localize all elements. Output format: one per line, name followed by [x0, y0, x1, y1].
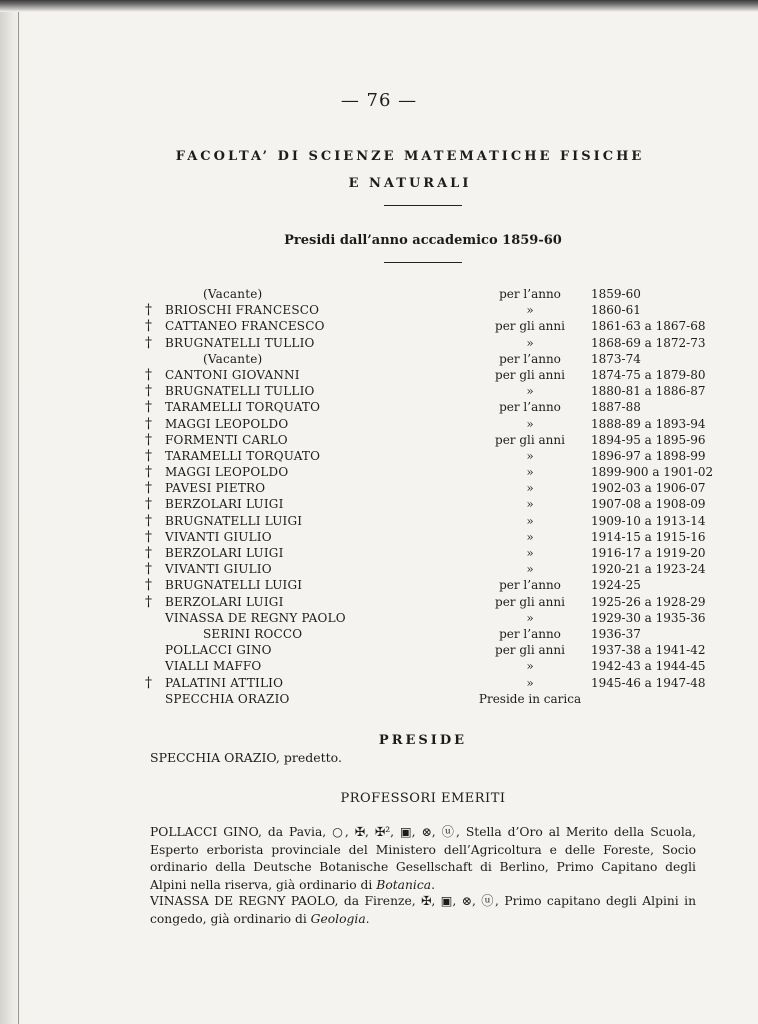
- presidi-row: [145, 448, 705, 464]
- presidi-row: [145, 658, 705, 674]
- deceased-cross-icon: †: [145, 512, 152, 529]
- preside-name: MAGGI LEOPOLDO: [165, 416, 289, 431]
- presidi-row: [145, 626, 705, 642]
- preside-years: 1914-15 a 1915-16: [591, 529, 706, 544]
- preside-period: »: [526, 497, 534, 512]
- preside-name: SERINI ROCCO: [203, 626, 303, 641]
- preside-period: »: [526, 416, 534, 431]
- deceased-cross-icon: †: [145, 674, 152, 691]
- emeritus-subject: Geologia: [310, 911, 366, 926]
- presidi-row: [145, 286, 705, 302]
- preside-entry: [150, 750, 342, 765]
- preside-period: per l’anno: [499, 578, 561, 593]
- preside-period: per l’anno: [499, 351, 561, 366]
- presidi-row: [145, 496, 705, 512]
- deceased-cross-icon: †: [145, 318, 152, 335]
- preside-period: »: [526, 448, 534, 463]
- preside-years: 1874-75 a 1879-80: [591, 367, 706, 382]
- presidi-row: [145, 335, 705, 351]
- preside-period: »: [526, 465, 534, 480]
- preside-period: »: [526, 513, 534, 528]
- presidi-table: [145, 286, 714, 707]
- presidi-row: [145, 318, 705, 334]
- preside-period: »: [526, 384, 534, 399]
- subtitle-rule: [384, 262, 462, 263]
- presidi-row: [145, 464, 714, 481]
- deceased-cross-icon: †: [145, 431, 152, 448]
- preside-years: 1916-17 a 1919-20: [591, 546, 706, 560]
- emeritus-end: .: [365, 911, 370, 926]
- preside-name: VINASSA DE REGNY PAOLO: [165, 610, 346, 625]
- preside-period: »: [526, 546, 534, 560]
- deceased-cross-icon: †: [145, 447, 152, 464]
- presidi-subtitle: Presidi dall’anno accademico 1859-60: [284, 233, 562, 248]
- presidi-row: [145, 561, 705, 577]
- preside-years: 1880-81 a 1886-87: [591, 384, 706, 399]
- deceased-cross-icon: †: [145, 480, 152, 497]
- preside-period: per l’anno: [499, 287, 561, 301]
- deceased-cross-icon: †: [145, 464, 152, 481]
- preside-years: 1887-88: [591, 400, 641, 415]
- preside-years: 1925-26 a 1928-29: [591, 594, 706, 609]
- preside-years: 1929-30 a 1935-36: [591, 610, 706, 625]
- preside-years: 1909-10 a 1913-14: [591, 513, 706, 528]
- emeriti-heading: PROFESSORI EMERITI: [340, 791, 506, 806]
- preside-name: BERZOLARI LUIGI: [165, 546, 284, 560]
- preside-years: 1907-08 a 1908-09: [591, 497, 706, 512]
- presidi-row: [145, 642, 705, 658]
- presidi-row: [145, 416, 705, 432]
- presidi-row: [145, 432, 705, 448]
- presidi-row: [145, 594, 705, 610]
- presidi-row: [145, 383, 705, 399]
- presidi-row: [145, 399, 705, 415]
- preside-years: 1924-25: [591, 578, 641, 593]
- emeritus-subject: Botanica: [376, 877, 432, 892]
- preside-name: BRUGNATELLI LUIGI: [165, 578, 303, 593]
- preside-period: »: [526, 659, 534, 674]
- preside-name: (Vacante): [203, 287, 263, 301]
- preside-name: CANTONI GIOVANNI: [165, 367, 300, 382]
- preside-note: , predetto.: [275, 750, 342, 765]
- emeritus-end: .: [431, 877, 435, 892]
- emeritus-name: POLLACCI GINO: [150, 825, 258, 839]
- deceased-cross-icon: †: [145, 593, 152, 610]
- faculty-title-line-2: E NATURALI: [348, 176, 472, 191]
- preside-period: »: [526, 562, 534, 577]
- preside-period: per gli anni: [495, 432, 565, 447]
- preside-years: 1861-63 a 1867-68: [591, 319, 706, 334]
- preside-name: BERZOLARI LUIGI: [165, 594, 284, 609]
- preside-name: POLLACCI GINO: [165, 643, 272, 658]
- preside-years: 1899-900 a 1901-02: [591, 465, 714, 480]
- emeritus-text: , da Pavia, ○, ✠, ✠², ▣, ⊗, ⓤ, Stella d’Oro al Merito della Scuola, Esperto erborista provinciale del Ministero dell’Agricoltura e delle Foreste, Socio ordinario della Deutsche Botanische Gesellschaft di Berlino, Primo Capitano degli Alpini nella riserva, già ordinario di: [150, 825, 697, 892]
- presidi-row: [145, 513, 705, 529]
- scan-edge-top: [0, 0, 758, 12]
- preside-name: (Vacante): [203, 351, 263, 366]
- preside-name: BRUGNATELLI LUIGI: [165, 513, 303, 528]
- preside-period: per gli anni: [495, 643, 565, 658]
- preside-years: 1920-21 a 1923-24: [591, 562, 706, 577]
- preside-name: VIALLI MAFFO: [165, 659, 262, 674]
- preside-years: 1888-89 a 1893-94: [591, 416, 706, 431]
- presidi-row: [145, 480, 705, 496]
- preside-years: 1873-74: [591, 351, 641, 366]
- preside-period: Preside in carica: [478, 691, 582, 706]
- preside-name: VIVANTI GIULIO: [165, 562, 272, 577]
- preside-years: 1868-69 a 1872-73: [591, 335, 706, 350]
- emeritus-name: VINASSA DE REGNY PAOLO: [150, 894, 335, 908]
- preside-name: BERZOLARI LUIGI: [165, 497, 284, 512]
- preside-years: 1936-37: [591, 626, 641, 641]
- preside-period: per gli anni: [495, 319, 565, 334]
- preside-period: »: [526, 481, 534, 496]
- preside-name: SPECCHIA ORAZIO: [150, 750, 276, 765]
- preside-name: PALATINI ATTILIO: [165, 675, 284, 690]
- preside-name: VIVANTI GIULIO: [165, 529, 272, 544]
- preside-period: per gli anni: [495, 594, 565, 609]
- preside-years: 1902-03 a 1906-07: [591, 481, 706, 496]
- preside-years: 1945-46 a 1947-48: [591, 675, 706, 690]
- title-rule: [384, 205, 462, 206]
- preside-name: BRIOSCHI FRANCESCO: [165, 303, 320, 318]
- preside-years: 1937-38 a 1941-42: [591, 643, 706, 658]
- preside-years: 1894-95 a 1895-96: [591, 432, 706, 447]
- preside-name: TARAMELLI TORQUATO: [165, 448, 321, 463]
- deceased-cross-icon: †: [145, 366, 152, 383]
- preside-period: per l’anno: [499, 626, 561, 641]
- preside-name: BRUGNATELLI TULLIO: [165, 335, 315, 350]
- preside-period: per l’anno: [499, 400, 561, 415]
- deceased-cross-icon: †: [145, 383, 152, 400]
- deceased-cross-icon: †: [145, 561, 152, 578]
- deceased-cross-icon: †: [145, 545, 152, 561]
- preside-period: »: [526, 303, 534, 318]
- presidi-row: [145, 529, 705, 545]
- deceased-cross-icon: †: [145, 334, 152, 351]
- deceased-cross-icon: †: [145, 399, 152, 416]
- scan-line-left: [18, 0, 19, 1024]
- emeritus-entry: [150, 824, 696, 894]
- page-number: — 76 —: [340, 90, 418, 111]
- emeritus-text: , da Firenze, ✠, ▣, ⊗, ⓤ, Primo capitano degli Alpini in congedo, già ordinario di: [150, 894, 696, 926]
- preside-years: 1860-61: [591, 303, 641, 318]
- presidi-row: [145, 691, 705, 707]
- presidi-row: [145, 675, 705, 691]
- preside-period: per gli anni: [495, 367, 565, 382]
- faculty-title-line-1: FACOLTA’ DI SCIENZE MATEMATICHE FISICHE: [175, 149, 645, 164]
- preside-years: 1859-60: [591, 287, 641, 301]
- preside-name: CATTANEO FRANCESCO: [165, 319, 325, 334]
- preside-period: »: [526, 610, 534, 625]
- preside-name: BRUGNATELLI TULLIO: [165, 384, 315, 399]
- presidi-row: [145, 367, 705, 383]
- presidi-row: [145, 545, 705, 561]
- preside-name: PAVESI PIETRO: [165, 481, 266, 496]
- preside-period: »: [526, 675, 534, 690]
- preside-name: MAGGI LEOPOLDO: [165, 465, 289, 480]
- preside-name: SPECCHIA ORAZIO: [165, 691, 290, 706]
- deceased-cross-icon: †: [145, 415, 152, 432]
- preside-years: 1896-97 a 1898-99: [591, 448, 706, 463]
- preside-period: »: [526, 335, 534, 350]
- deceased-cross-icon: †: [145, 577, 152, 594]
- presidi-row: [145, 302, 705, 318]
- preside-years: 1942-43 a 1944-45: [591, 659, 706, 674]
- presidi-row: [145, 577, 705, 593]
- preside-heading: PRESIDE: [378, 733, 468, 748]
- deceased-cross-icon: †: [145, 528, 152, 545]
- preside-name: FORMENTI CARLO: [165, 432, 288, 447]
- preside-period: »: [526, 529, 534, 544]
- presidi-row: [145, 351, 705, 367]
- emeritus-entry: [150, 893, 696, 928]
- preside-name: TARAMELLI TORQUATO: [165, 400, 321, 415]
- deceased-cross-icon: †: [145, 302, 152, 319]
- presidi-row: [145, 610, 705, 626]
- deceased-cross-icon: †: [145, 496, 152, 513]
